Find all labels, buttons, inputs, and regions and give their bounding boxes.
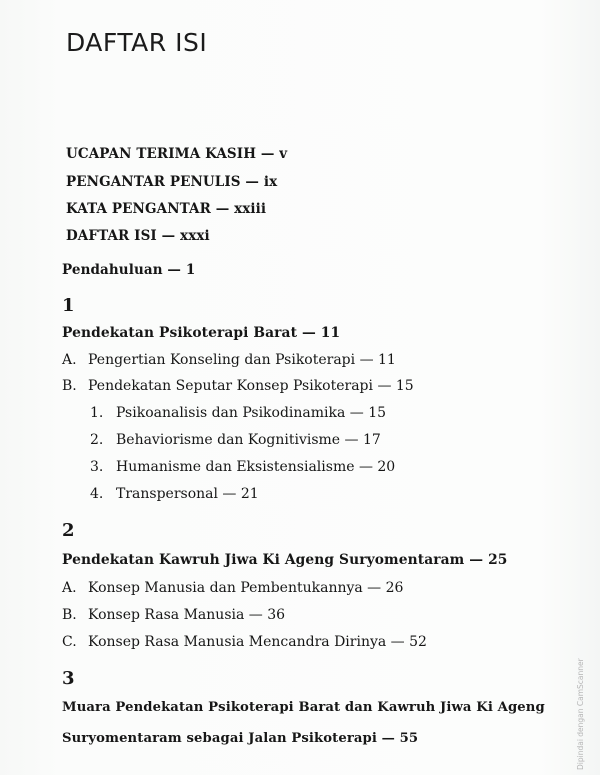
chapter-title: Pendekatan Kawruh Jiwa Ki Ageng Suryomentaram — 25 <box>62 552 508 568</box>
subsection-text: Psikoanalisis dan Psikodinamika — 15 <box>116 405 387 421</box>
chapter-number: 3 <box>62 668 75 689</box>
chapter-title-line1: Muara Pendekatan Psikoterapi Barat dan Kawruh Jiwa Ki Ageng <box>62 700 545 715</box>
toc-section-entry <box>62 607 285 623</box>
toc-intro-entry: Pendahuluan — 1 <box>62 262 196 278</box>
chapter-number: 2 <box>62 520 75 541</box>
toc-subsection-entry <box>90 459 395 475</box>
section-marker: A. <box>62 580 77 596</box>
chapter-title: Pendekatan Psikoterapi Barat — 11 <box>62 325 341 341</box>
subsection-marker: 4. <box>90 486 104 502</box>
section-text: Konsep Manusia dan Pembentukannya — 26 <box>88 580 404 596</box>
toc-section-entry <box>62 580 403 596</box>
section-text: Konsep Rasa Manusia — 36 <box>88 607 286 623</box>
scanner-watermark: Dipindai dengan CamScanner <box>576 658 585 770</box>
subsection-text: Transpersonal — 21 <box>116 486 259 502</box>
toc-front-entry: KATA PENGANTAR — xxiii <box>66 201 267 217</box>
section-marker: A. <box>62 352 77 368</box>
toc-subsection-entry <box>90 486 259 502</box>
section-text: Konsep Rasa Manusia Mencandra Dirinya — 52 <box>88 634 427 650</box>
section-marker: C. <box>62 634 77 650</box>
toc-subsection-entry <box>90 432 381 448</box>
page-title: DAFTAR ISI <box>66 28 208 57</box>
toc-section-entry <box>62 378 414 394</box>
subsection-marker: 3. <box>90 459 104 475</box>
subsection-text: Behaviorisme dan Kognitivisme — 17 <box>116 432 381 448</box>
chapter-number: 1 <box>62 295 75 316</box>
subsection-marker: 1. <box>90 405 104 421</box>
toc-front-entry: PENGANTAR PENULIS — ix <box>66 174 278 190</box>
subsection-text: Humanisme dan Eksistensialisme — 20 <box>116 459 396 475</box>
toc-subsection-entry <box>90 405 386 421</box>
chapter-title-line2: Suryomentaram sebagai Jalan Psikoterapi — 55 <box>62 731 419 746</box>
section-text: Pendekatan Seputar Konsep Psikoterapi — 15 <box>88 378 414 394</box>
toc-front-entry: UCAPAN TERIMA KASIH — v <box>66 146 288 162</box>
toc-front-entry: DAFTAR ISI — xxxi <box>66 228 210 244</box>
section-text: Pengertian Konseling dan Psikoterapi — 11 <box>88 352 396 368</box>
section-marker: B. <box>62 607 77 623</box>
toc-section-entry <box>62 634 427 650</box>
section-marker: B. <box>62 378 77 394</box>
subsection-marker: 2. <box>90 432 104 448</box>
toc-section-entry <box>62 352 396 368</box>
